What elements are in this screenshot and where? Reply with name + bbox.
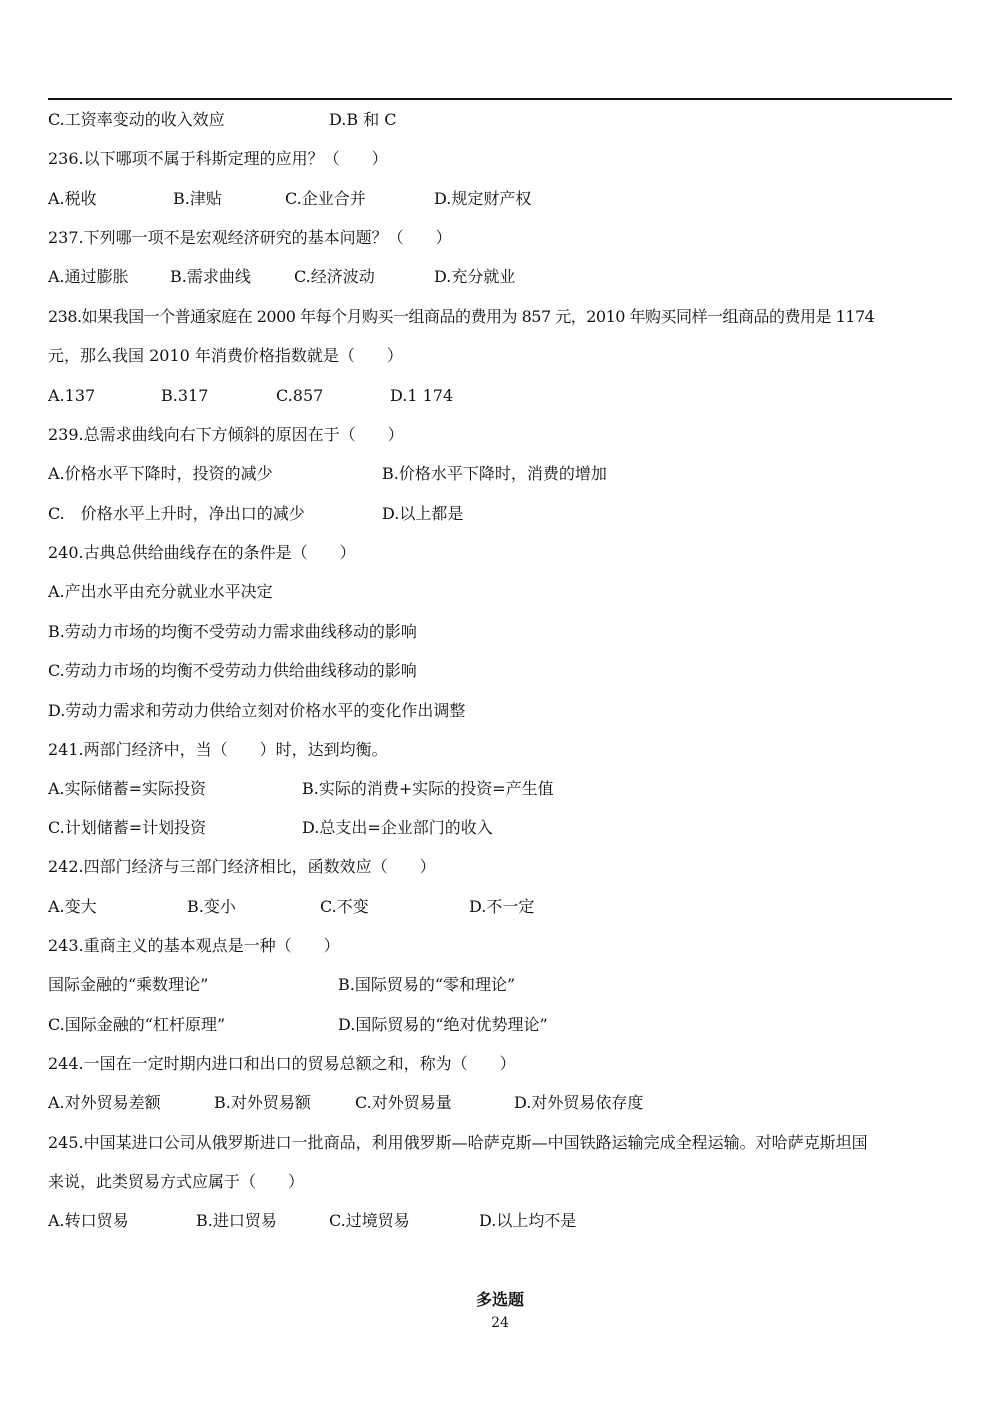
q243-options-row-2 (48, 1012, 952, 1038)
q245-option-b: B.进口贸易 (196, 1211, 277, 1230)
q242-option-b: B.变小 (187, 897, 236, 916)
q238-option-b: B.317 (161, 386, 209, 405)
q244-options-row (48, 1090, 952, 1116)
q245-stem-line2: 来说，此类贸易方式应属于（ ） (48, 1172, 305, 1191)
q239-stem: 239.总需求曲线向右下方倾斜的原因在于（ ） (48, 425, 404, 444)
q238-option-c: C.857 (276, 386, 324, 405)
q241-options-row-2 (48, 815, 952, 841)
q241-stem: 241.两部门经济中，当（ ）时，达到均衡。 (48, 740, 388, 759)
q239-option-d: D.以上都是 (382, 504, 464, 523)
q237-option-c: C.经济波动 (294, 267, 375, 286)
q238-stem-line2: 元，那么我国 2010 年消费价格指数就是（ ） (48, 346, 403, 365)
q236-option-c: C.企业合并 (285, 189, 366, 208)
q240-option-c: C.劳动力市场的均衡不受劳动力供给曲线移动的影响 (48, 661, 417, 680)
q243-stem: 243.重商主义的基本观点是一种（ ） (48, 936, 340, 955)
q241-option-b: B.实际的消费+实际的投资=产生值 (302, 779, 554, 798)
q239-options-row-1 (48, 461, 952, 487)
q241-option-d: D.总支出=企业部门的收入 (302, 818, 493, 837)
q237-option-b: B.需求曲线 (170, 267, 251, 286)
q241-option-c: C.计划储蓄=计划投资 (48, 818, 207, 837)
q235-options-row (48, 107, 952, 133)
q236-option-b: B.津贴 (173, 189, 222, 208)
page-number: 24 (491, 1315, 509, 1331)
q239-option-a: A.价格水平下降时，投资的减少 (48, 464, 273, 483)
q237-stem: 237.下列哪一项不是宏观经济研究的基本问题？（ ） (48, 228, 452, 247)
q237-option-a: A.通过膨胀 (48, 267, 129, 286)
q242-options-row (48, 894, 952, 920)
q241-option-a: A.实际储蓄=实际投资 (48, 779, 207, 798)
q244-option-c: C.对外贸易量 (355, 1093, 452, 1112)
q239-option-c: C. 价格水平上升时，净出口的减少 (48, 504, 305, 523)
q239-option-b: B.价格水平下降时，消费的增加 (382, 464, 607, 483)
q238-option-a: A.137 (48, 386, 96, 405)
q236-options-row (48, 186, 952, 212)
q243-option-d: D.国际贸易的“绝对优势理论” (338, 1015, 548, 1034)
q243-option-c: C.国际金融的“杠杆原理” (48, 1015, 226, 1034)
q245-options-row (48, 1208, 952, 1234)
q240-stem: 240.古典总供给曲线存在的条件是（ ） (48, 543, 356, 562)
header-rule (48, 98, 952, 100)
q240-option-d: D.劳动力需求和劳动力供给立刻对价格水平的变化作出调整 (48, 701, 466, 720)
q242-option-d: D.不一定 (469, 897, 535, 916)
q238-option-d: D.1 174 (390, 386, 454, 405)
q243-options-row-1 (48, 972, 952, 998)
section-title: 多选题 (475, 1290, 524, 1309)
q245-option-d: D.以上均不是 (479, 1211, 577, 1230)
q236-stem: 236.以下哪项不属于科斯定理的应用？（ ） (48, 149, 388, 168)
q237-option-d: D.充分就业 (434, 267, 516, 286)
q242-stem: 242.四部门经济与三部门经济相比，函数效应（ ） (48, 857, 436, 876)
q235-option-d: D.B 和 C (329, 110, 397, 129)
q237-options-row (48, 264, 952, 290)
q243-option-b: B.国际贸易的“零和理论” (338, 975, 516, 994)
q241-options-row-1 (48, 776, 952, 802)
q236-option-a: A.税收 (48, 189, 97, 208)
q243-option-a: 国际金融的“乘数理论” (48, 975, 209, 994)
q238-stem-line1: 238.如果我国一个普通家庭在 2000 年每个月购买一组商品的费用为 857 元，2010 年购买同样一组商品的费用是 1174 (48, 307, 875, 326)
q242-option-c: C.不变 (320, 897, 369, 916)
q244-option-d: D.对外贸易依存度 (514, 1093, 644, 1112)
q245-option-a: A.转口贸易 (48, 1211, 129, 1230)
q242-option-a: A.变大 (48, 897, 97, 916)
q238-options-row (48, 383, 952, 409)
q245-option-c: C.过境贸易 (329, 1211, 410, 1230)
q240-option-b: B.劳动力市场的均衡不受劳动力需求曲线移动的影响 (48, 622, 417, 641)
q244-stem: 244.一国在一定时期内进口和出口的贸易总额之和，称为（ ） (48, 1054, 516, 1073)
q235-option-c: C.工资率变动的收入效应 (48, 110, 225, 129)
q239-options-row-2 (48, 501, 952, 527)
q245-stem-line1: 245.中国某进口公司从俄罗斯进口一批商品，利用俄罗斯—哈萨克斯—中国铁路运输完成全程运输。对哈萨克斯坦国 (48, 1133, 868, 1152)
q244-option-b: B.对外贸易额 (214, 1093, 311, 1112)
q240-option-a: A.产出水平由充分就业水平决定 (48, 582, 273, 601)
q236-option-d: D.规定财产权 (434, 189, 532, 208)
q244-option-a: A.对外贸易差额 (48, 1093, 161, 1112)
